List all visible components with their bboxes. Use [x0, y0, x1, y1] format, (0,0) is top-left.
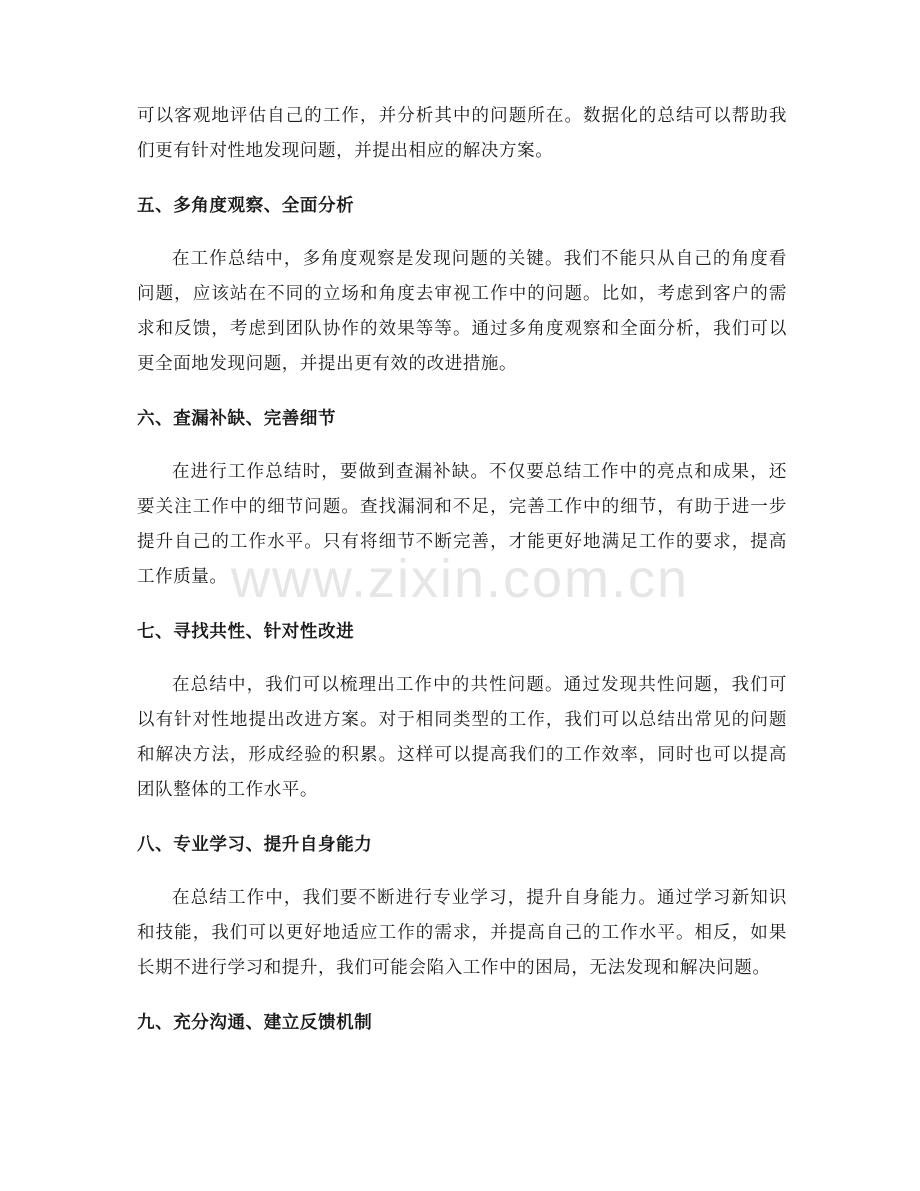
- section-heading-9: 九、充分沟通、建立反馈机制: [137, 1013, 373, 1033]
- intro-paragraph: 可以客观地评估自己的工作，并分析其中的问题所在。数据化的总结可以帮助我们更有针对性地发现问题，并提出相应的解决方案。: [137, 106, 787, 161]
- section-body-5: 在工作总结中，多角度观察是发现问题的关键。我们不能只从自己的角度看问题，应该站在不同的立场和角度去审视工作中的问题。比如，考虑到客户的需求和反馈，考虑到团队协作的效果等等。通过多角度观察和全面分析，我们可以更全面地发现问题，并提出更有效的改进措施。: [137, 249, 787, 374]
- watermark: www.zixin.com.cn: [230, 549, 690, 609]
- section-heading-7: 七、寻找共性、针对性改进: [137, 622, 355, 642]
- document-page: [137, 99, 787, 1041]
- section-body-6: 在进行工作总结时，要做到查漏补缺。不仅要总结工作中的亮点和成果，还要关注工作中的细节问题。查找漏洞和不足，完善工作中的细节，有助于进一步提升自己的工作水平。只有将细节不断完善，才能更好地满足工作的要求，提高工作质量。: [137, 462, 787, 587]
- section-body-8: 在总结工作中，我们要不断进行专业学习，提升自身能力。通过学习新知识和技能，我们可以更好地适应工作的需求，并提高自己的工作水平。相反，如果长期不进行学习和提升，我们可能会陷入工作中的困局，无法发现和解决问题。: [137, 888, 787, 978]
- section-heading-5: 五、多角度观察、全面分析: [137, 196, 355, 216]
- section-body-7: 在总结中，我们可以梳理出工作中的共性问题。通过发现共性问题，我们可以有针对性地提出改进方案。对于相同类型的工作，我们可以总结出常见的问题和解决方法，形成经验的积累。这样可以提高我们的工作效率，同时也可以提高团队整体的工作水平。: [137, 675, 787, 800]
- section-heading-6: 六、查漏补缺、完善细节: [137, 409, 337, 429]
- section-heading-8: 八、专业学习、提升自身能力: [137, 835, 373, 855]
